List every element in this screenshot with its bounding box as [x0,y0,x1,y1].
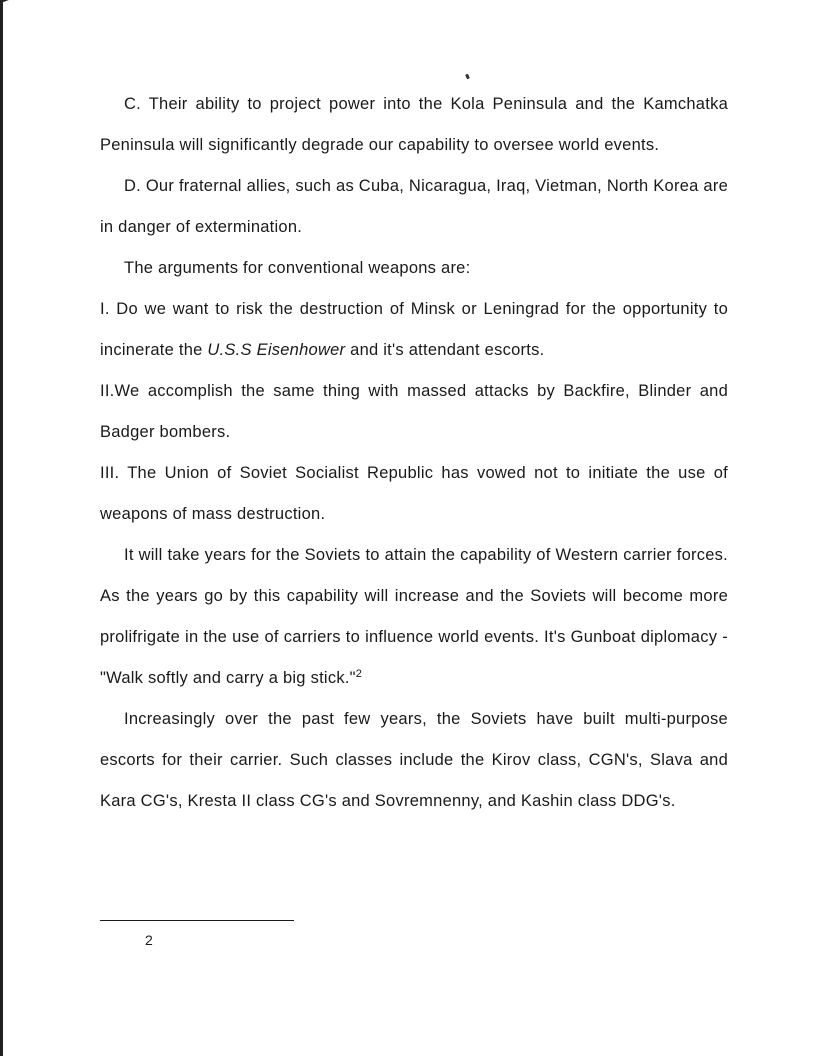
arguments-heading: The arguments for conventional weapons are: [124,259,471,277]
argument-ii: II.We accomplish the same thing with massed attacks by Backfire, Blinder and Badger bombers. [100,382,728,441]
paragraph-years: It will take years for the Soviets to attain the capability of Western carrier forces. As the years go by this capability will increase and the Soviets will become more prolifrigate in the use of carriers to influence world events. It's Gunboat diplomacy - "Walk softly and carry a big stick."$^2$ [100,546,728,687]
paragraph-c: C. Their ability to project power into the Kola Peninsula and the Kamchatka Peninsula will significantly degrade our capability to oversee world events. [100,95,728,154]
argument-iii: III. The Union of Soviet Socialist Republic has vowed not to initiate the use of weapons of mass destruction. [100,464,728,523]
stray-ink-mark [465,74,470,80]
page-corner-tick [0,0,10,3]
paragraph-escorts: Increasingly over the past few years, the Soviets have built multi-purpose escorts for their carrier. Such classes include the Kirov class, CGN's, Slava and Kara CG's, Kresta II class CG's and Sovremnenny, and Kashin class DDG's. [100,710,728,810]
footnote-rule [100,920,294,921]
footnote-number: 2 [145,932,153,948]
paragraph-d: D. Our fraternal allies, such as Cuba, Nicaragua, Iraq, Vietman, North Korea are in danger of extermination. [100,177,728,236]
footnote-reference: 2 [355,668,363,680]
page-edge-mark [0,0,3,1056]
ship-name: U.S.S Eisenhower [207,341,346,359]
document-body [100,84,728,822]
argument-i: I. Do we want to risk the destruction of Minsk or Leningrad for the opportunity to incinerate the U.S.S Eisenhower and it's attendant escorts. [100,300,728,359]
